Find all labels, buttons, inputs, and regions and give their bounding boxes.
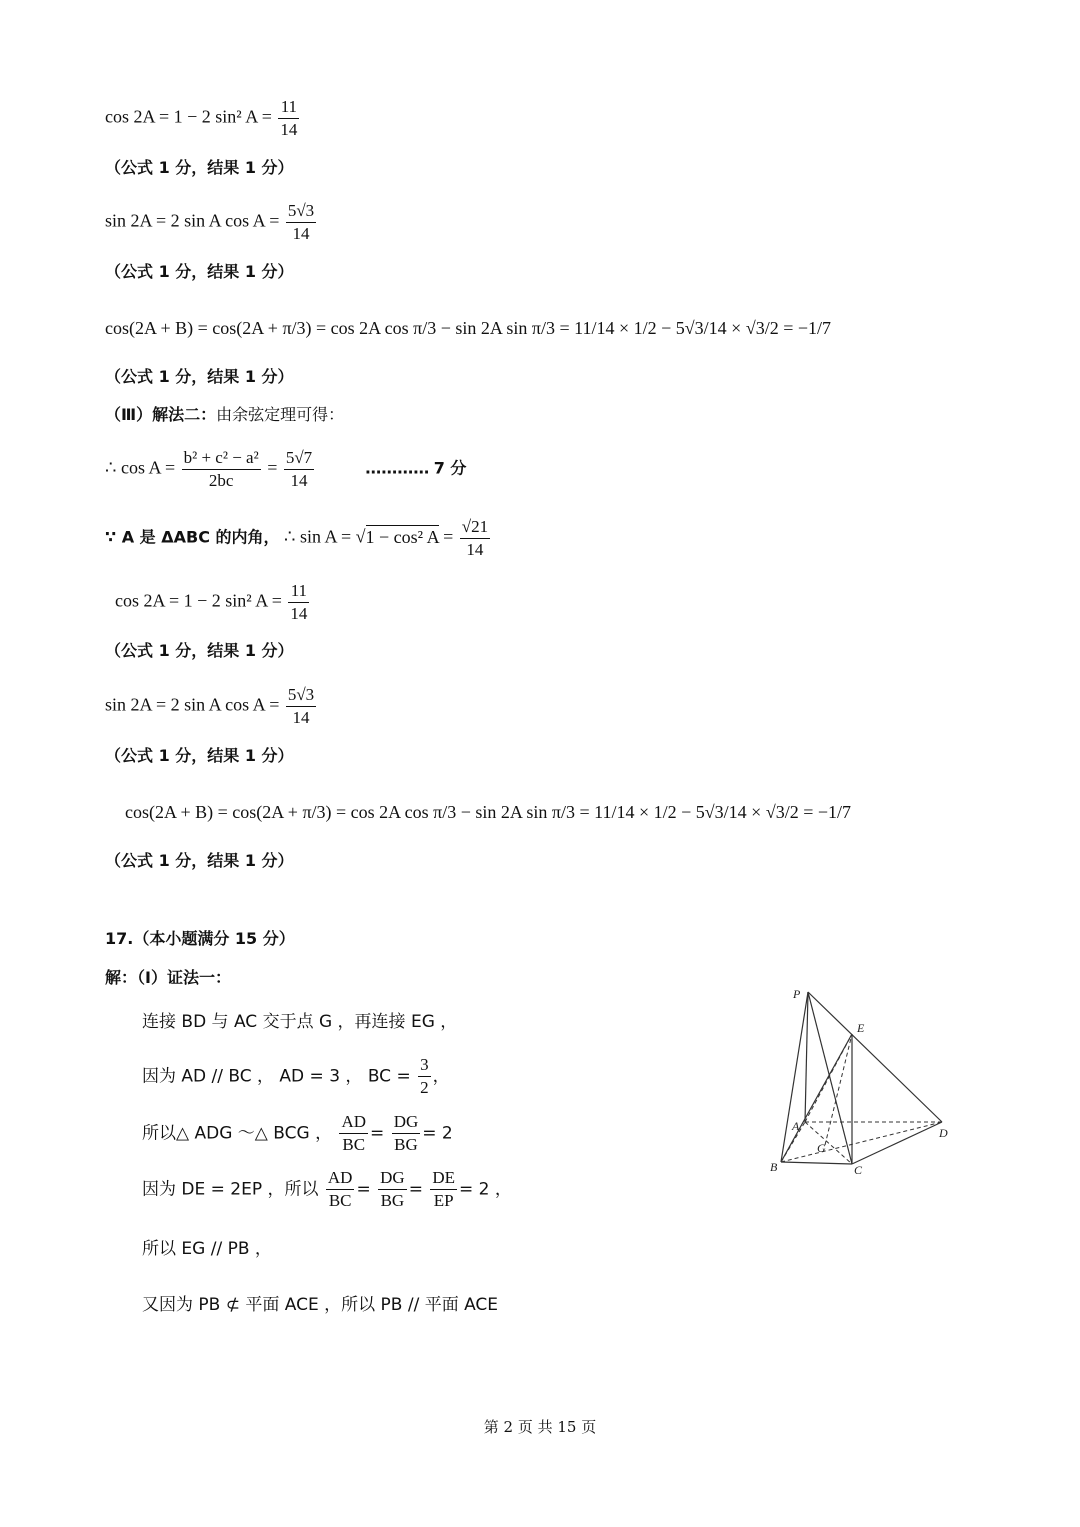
numerator: 3	[418, 1054, 431, 1077]
part3-title: （Ⅲ）解法二：	[105, 405, 217, 424]
score-note: （公式 1 分，结果 1 分）	[105, 851, 294, 870]
edge-PD	[808, 992, 942, 1122]
numerator: b² + c² − a²	[182, 447, 261, 470]
numerator: 5√3	[286, 684, 316, 707]
q17-part1: 解：（Ⅰ）证法一：	[105, 968, 231, 987]
fraction	[182, 447, 261, 492]
page-footer: 第 2 页 共 15 页	[483, 1418, 597, 1436]
fraction	[286, 684, 316, 729]
formula-cos2A-2	[115, 580, 311, 625]
denominator: 14	[280, 120, 298, 139]
label-C: C	[854, 1163, 863, 1177]
fraction	[288, 580, 309, 625]
score-note: （公式 1 分，结果 1 分）	[105, 746, 294, 765]
numerator: AD	[339, 1111, 368, 1134]
part3-heading	[105, 405, 344, 425]
part3-intro: 由余弦定理可得：	[216, 405, 345, 424]
edge-GE	[825, 1034, 852, 1145]
label-D: D	[939, 1126, 948, 1140]
numerator: 5√7	[284, 447, 314, 470]
dots: …………	[365, 458, 430, 478]
denominator: BC	[328, 1191, 352, 1210]
fraction	[378, 1167, 407, 1212]
formula-cos2AB-2: cos(2A + B) = cos(2A + π/3) = cos 2A cos π/3 − sin 2A sin π/3 = 11/14 × 1/2 − 5√3/14 × √3/2 = −1/7	[125, 802, 852, 822]
denominator: 14	[292, 708, 310, 727]
formula-lhs: cos 2A = 1 − 2 sin² A =	[115, 590, 282, 611]
fraction	[284, 447, 314, 492]
q17-line4: 因为 DE = 2EP ，所以 $\frac{AD}{BC}$ = $\frac{DG}{BG}$ = $\frac{DE}{EP}$ = 2 ，	[142, 1168, 512, 1210]
edge-CD	[852, 1122, 942, 1164]
q17-line2	[142, 1054, 450, 1099]
equals: =	[267, 457, 278, 478]
numerator: DG	[378, 1167, 407, 1190]
label-A: A	[792, 1119, 800, 1133]
line-tail: ，	[432, 1066, 450, 1087]
q17-line1: 连接 BD 与 AC 交于点 G ，再连接 EG ，	[142, 1012, 458, 1032]
numerator: 11	[278, 96, 299, 119]
formula-sin2A-2	[105, 684, 318, 729]
denominator: 14	[466, 540, 484, 559]
numerator: AD	[326, 1167, 355, 1190]
line-text: 因为 AD // BC ， AD = 3 ， BC =	[142, 1066, 411, 1087]
equals: =	[443, 526, 454, 547]
line-text: 因为 DE = 2EP ，所以	[142, 1179, 319, 1200]
numerator: 11	[288, 580, 309, 603]
formula-lhs: ∴ cos A =	[105, 457, 176, 478]
fraction	[339, 1111, 368, 1156]
score-note: （公式 1 分，结果 1 分）	[105, 158, 294, 177]
formula-lhs: sin 2A = 2 sin A cos A =	[105, 694, 280, 715]
q17-title: 17.（本小题满分 15 分）	[105, 929, 295, 948]
score-note: （公式 1 分，结果 1 分）	[105, 262, 294, 281]
denominator: BC	[342, 1135, 366, 1154]
formula-cosA	[105, 447, 466, 492]
fraction	[392, 1111, 421, 1156]
formula-sinA: ∵ A 是 ΔABC 的内角， ∴ sin A = √1 − cos² A = $\frac{√21}{14}$	[105, 517, 489, 559]
denominator: 2	[420, 1078, 429, 1097]
edge-BD	[781, 1122, 942, 1162]
pyramid-figure	[765, 980, 965, 1180]
label-B: B	[770, 1160, 778, 1174]
formula-lhs: cos 2A = 1 − 2 sin² A =	[105, 106, 272, 127]
label-P: P	[793, 987, 801, 1001]
edge-BC	[781, 1162, 852, 1164]
line-text: 所以△ ADG ～△ BCG ，	[142, 1123, 333, 1144]
denominator: 14	[290, 471, 308, 490]
edge-PC	[808, 992, 852, 1164]
denominator: 2bc	[208, 471, 234, 490]
score-note: （公式 1 分，结果 1 分）	[105, 367, 294, 386]
fraction	[286, 200, 316, 245]
formula-cos2AB-1: cos(2A + B) = cos(2A + π/3) = cos 2A cos π/3 − sin 2A sin π/3 = 11/14 × 1/2 − 5√3/14 × √3/2 = −1/7	[105, 318, 832, 338]
fraction	[278, 96, 299, 141]
formula-sin2A-1	[105, 200, 318, 245]
denominator: EP	[433, 1191, 454, 1210]
denominator: BG	[394, 1135, 418, 1154]
label-E: E	[857, 1021, 865, 1035]
fraction	[460, 516, 490, 561]
numerator: DG	[392, 1111, 421, 1134]
fraction	[430, 1167, 457, 1212]
fraction	[418, 1054, 431, 1099]
reason-text: ∵ A 是 ΔABC 的内角，	[105, 527, 280, 547]
numerator: DE	[430, 1167, 457, 1190]
q17-line6: 又因为 PB ⊄ 平面 ACE ，所以 PB // 平面 ACE	[142, 1295, 499, 1315]
formula-lhs: sin 2A = 2 sin A cos A =	[105, 210, 280, 231]
line-tail: = 2 ，	[459, 1179, 512, 1200]
denominator: BG	[380, 1191, 405, 1210]
denominator: 14	[292, 224, 310, 243]
fraction	[326, 1167, 355, 1212]
line-tail: = 2	[422, 1123, 453, 1144]
denominator: 14	[290, 604, 308, 623]
label-G: G	[817, 1141, 826, 1155]
numerator: 5√3	[286, 200, 316, 223]
formula-cos2A-1	[105, 96, 301, 141]
numerator: √21	[460, 516, 490, 539]
score-note: （公式 1 分，结果 1 分）	[105, 641, 294, 660]
q17-line3: 所以△ ADG ～△ BCG ， $\frac{AD}{BC}$ = $\frac{DG}{BG}$ = 2	[142, 1112, 453, 1154]
edge-AC	[805, 1122, 852, 1164]
edge-AE	[805, 1034, 852, 1122]
formula-lhs: ∴ sin A =	[284, 526, 352, 547]
radicand: 1 − cos² A	[365, 526, 439, 547]
q17-line5: 所以 EG // PB ，	[142, 1239, 272, 1259]
score: 7 分	[433, 458, 467, 478]
